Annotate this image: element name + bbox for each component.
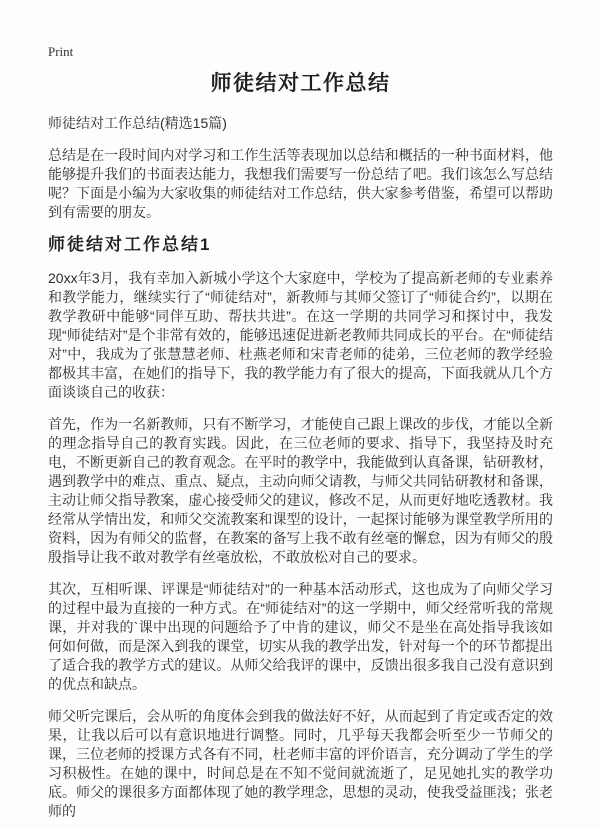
paragraph-2: 首先，作为一名新教师，只有不断学习，才能使自己跟上课改的步伐，才能以全新的理念指导自己的教育实践。因此，在三位老师的要求、指导下，我坚持及时充电，不断更新自己的教育观念。在平时的教学中，我能做到认真备课，钻研教材，遇到教学中的难点、重点、疑点，主动向师父请教，与师父共同钻研教材和备课，主动让师父指导教案，虚心接受师父的建议，修改不足，从而更好地吃透教材。我经常从学情出发，和师父交流教案和课型的设计，一起探讨能够为课堂教学所用的资料，因为有师父的监督，在教案的备写上我不敢有丝毫的懈怠，因为有师父的殷殷指导让我不敢对教学有丝毫放松，不敢放松对自己的要求。 bbox=[48, 416, 553, 565]
intro-paragraph: 总结是在一段时间内对学习和工作生活等表现加以总结和概括的一种书面材料，他能够提升我们的书面表达能力，我想我们需要写一份总结了吧。我们该怎么写总结呢？下面是小编为大家收集的师徒结对工作总结，供大家参考借鉴，希望可以帮助到有需要的朋友。 bbox=[48, 147, 553, 220]
paragraph-3: 其次，互相听课、评课是“师徒结对”的一种基本活动形式，这也成为了向师父学习的过程中最为直接的一种方式。在“师徒结对”的这一学期中，师父经常听我的常规课，并对我的`课中出现的问题给予了中肯的建议，师父不是坐在高处指导我该如何如何做，而是深入到我的课堂，切实从我的教学出发，针对每一个的环节都提出了适合我的教学方式的建议。从师父给我评的课中，反馈出很多我自己没有意识到的优点和缺点。 bbox=[48, 581, 553, 692]
section-heading-1: 师徒结对工作总结1 bbox=[48, 235, 212, 254]
page-title: 师徒结对工作总结 bbox=[210, 72, 391, 95]
print-button[interactable]: Print bbox=[48, 44, 74, 59]
paragraph-1: 20xx年3月，我有幸加入新城小学这个大家庭中，学校为了提高新老师的专业素养和教学能力，继续实行了“师徒结对”，新教师与其师父签订了“师徒合约”，以期在教学教研中能够“同伴互助、帮扶共进”。在这一学期的共同学习和探讨中，我发现“师徒结对”是个非常有效的，能够迅速促进新老教师共同成长的平台。在“师徒结对”中，我成为了张慧慧老师、杜燕老师和宋青老师的徒弟，三位老师的教学经验都极其丰富，在她们的指导下，我的教学能力有了很大的提高，下面我就从几个方面谈谈自己的收获： bbox=[48, 270, 553, 400]
paragraph-4: 师父听完课后，会从听的角度体会到我的做法好不好，从而起到了肯定或否定的效果，让我以后可以有意识地进行调整。同时，几乎每天我都会听至少一节师父的课，三位老师的授课方式各有不同，杜老师丰富的评价语言，充分调动了学生的学习积极性。在她的课中，时间总是在不知不觉间就流逝了，足见她扎实的教学功底。师父的课很多方面都体现了她的教学理念，思想的灵动，使我受益匪浅；张老师的 bbox=[48, 708, 553, 819]
doc-subtitle: 师徒结对工作总结(精选15篇) bbox=[48, 115, 227, 131]
